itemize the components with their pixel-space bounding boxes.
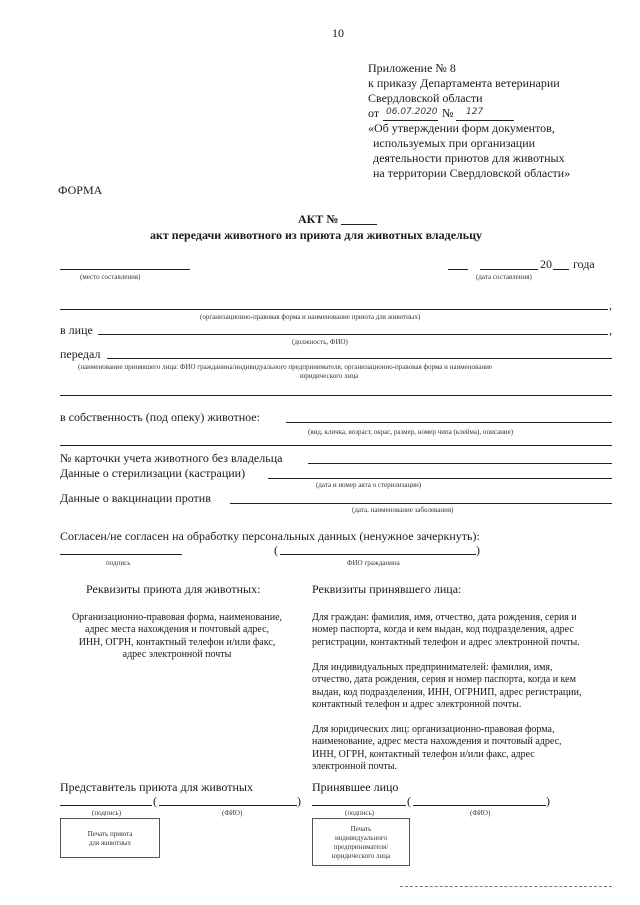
stamp-text: юридического лица	[331, 852, 391, 860]
vaccination-caption: (дата, наименование заболевания)	[352, 506, 454, 514]
requisites-line: адрес электронной почты	[122, 649, 232, 661]
right-fio-caption: (ФИО)	[470, 809, 491, 817]
in-person-label: в лице	[60, 323, 93, 337]
transferred-caption: (наименование принявшего лица: ФИО гражданина/индивидуального предпринимателя, организационно-правовая форма и наименование	[78, 363, 492, 371]
requisites-line: ИНН, ОГРН, контактный телефон и/или факс,	[78, 636, 276, 648]
consent-text: Согласен/не согласен на обработку персональных данных (ненужное зачеркнуть):	[60, 529, 480, 543]
recipient-requisites-legal	[312, 724, 612, 774]
requisites-line: Для юридических лиц: организационно-правовая форма,	[312, 724, 555, 735]
shelter-requisites-text	[58, 612, 296, 662]
consent-fio-line	[280, 554, 476, 555]
handwritten-date: 06.07.2020	[386, 107, 438, 117]
appendix-line: Свердловской области	[368, 91, 483, 105]
left-fio-caption: (ФИО)	[222, 809, 243, 817]
consent-fio-caption: ФИО гражданина	[347, 559, 400, 567]
stamp-text: Печать приюта	[87, 830, 133, 838]
vaccination-line	[230, 503, 612, 504]
stamp-text: предпринимателя/	[333, 843, 389, 851]
sterilization-line	[268, 478, 612, 479]
in-person-line	[98, 334, 608, 335]
act-subtitle: акт передачи животного из приюта для животных владельцу	[150, 228, 483, 242]
footer-dotted-line	[400, 886, 612, 887]
consent-sign-line	[60, 554, 182, 555]
card-label: № карточки учета животного без владельца	[60, 451, 283, 465]
requisites-line: регистрации, контактный телефон и адрес электронной почты.	[312, 636, 580, 648]
requisites-line: Для индивидуальных предпринимателей: фамилия, имя,	[312, 662, 553, 673]
right-fio-line	[413, 805, 546, 806]
left-sign-caption: (подпись)	[92, 809, 122, 817]
place-caption: (место составления)	[80, 273, 141, 281]
appendix-title-line: деятельности приютов для животных	[373, 151, 565, 165]
paren-open: (	[407, 794, 411, 808]
year-prefix: 20	[540, 257, 552, 271]
year-line	[553, 269, 569, 270]
appendix-line: Приложение № 8	[368, 61, 456, 75]
month-line	[480, 269, 538, 270]
shelter-representative-title: Представитель приюта для животных	[60, 780, 253, 794]
recipient-stamp-box	[312, 818, 410, 866]
requisites-line: выдан, код подразделения, ИНН, ОГРНИП, адрес регистрации,	[312, 686, 582, 698]
appendix-number-label: №	[442, 106, 454, 120]
place-line	[60, 269, 190, 270]
handwritten-number: 127	[466, 107, 484, 117]
transferred-caption: юридического лица	[300, 372, 359, 380]
organization-caption: (организационно-правовая форма и наименование приюта для животных)	[200, 313, 421, 321]
date-caption: (дата составления)	[476, 273, 532, 281]
stamp-text: для животных	[88, 839, 132, 847]
shelter-requisites-title: Реквизиты приюта для животных:	[86, 582, 261, 596]
year-suffix: года	[573, 257, 595, 271]
transferred-line	[107, 358, 612, 359]
day-line	[448, 269, 468, 270]
requisites-line: ИНН, ОГРН, контактный телефон и/или факс, адрес	[312, 748, 535, 760]
left-sign-line	[60, 805, 152, 806]
right-sign-caption: (подпись)	[345, 809, 375, 817]
stamp-text: Печать	[350, 825, 372, 833]
appendix-title-line: «Об утверждении форм документов,	[368, 121, 555, 135]
requisites-line: адрес места нахождения и почтовый адрес,	[84, 624, 270, 636]
ownership-caption: (вид, кличка, возраст, окрас, размер, номер чипа (клейма), описание)	[308, 428, 514, 436]
requisites-line: Организационно-правовая форма, наименование,	[71, 612, 283, 623]
sterilization-caption: (дата и номер акта о стерилизации)	[316, 481, 422, 489]
paren-close: )	[546, 794, 550, 808]
left-fio-line	[159, 805, 297, 806]
recipient-requisites-title: Реквизиты принявшего лица:	[312, 582, 462, 596]
paren-open: (	[274, 543, 278, 557]
ownership-label: в собственность (под опеку) животное:	[60, 410, 260, 424]
comma: ,	[609, 298, 612, 312]
stamp-text: индивидуального	[334, 834, 388, 842]
requisites-line: Для граждан: фамилия, имя, отчество, дата рождения, серия и	[312, 612, 577, 623]
ownership-line	[286, 422, 612, 423]
requisites-line: электронной почты.	[312, 761, 398, 773]
appendix-title-line: используемых при организации	[373, 136, 536, 150]
organization-line	[60, 309, 608, 310]
recipient-title: Принявшее лицо	[312, 780, 399, 794]
recipient-requisites-citizen	[312, 612, 612, 649]
transferred-label: передал	[60, 347, 101, 361]
paren-close: )	[476, 543, 480, 557]
act-title: АКТ №	[298, 212, 339, 226]
ownership-line-2	[60, 445, 612, 446]
paren-open: (	[153, 794, 157, 808]
transferred-line-2	[60, 395, 612, 396]
card-line	[308, 463, 612, 464]
shelter-stamp-box	[60, 818, 160, 858]
form-label: ФОРМА	[58, 183, 103, 197]
appendix-title-line: на территории Свердловской области»	[373, 166, 571, 180]
in-person-caption: (должность, ФИО)	[292, 338, 348, 346]
act-number-line	[341, 224, 377, 225]
page-number: 10	[332, 26, 344, 40]
requisites-line: наименование, адрес места нахождения и почтовый адрес,	[312, 736, 562, 748]
recipient-requisites-entrepreneur	[312, 662, 612, 712]
requisites-line: контактный телефон и адрес электронной почты.	[312, 699, 522, 711]
paren-close: )	[297, 794, 301, 808]
requisites-line: номер паспорта, когда и кем выдан, код подразделения, адрес	[312, 624, 574, 636]
requisites-line: отчество, дата рождения, серия и номер паспорта, когда и кем	[312, 674, 576, 686]
right-sign-line	[312, 805, 406, 806]
comma: ,	[609, 323, 612, 337]
vaccination-label: Данные о вакцинации против	[60, 491, 211, 505]
appendix-from-label: от	[368, 106, 380, 120]
sterilization-label: Данные о стерилизации (кастрации)	[60, 466, 246, 480]
consent-sign-caption: подпись	[106, 559, 131, 567]
appendix-line: к приказу Департамента ветеринарии	[368, 76, 560, 90]
